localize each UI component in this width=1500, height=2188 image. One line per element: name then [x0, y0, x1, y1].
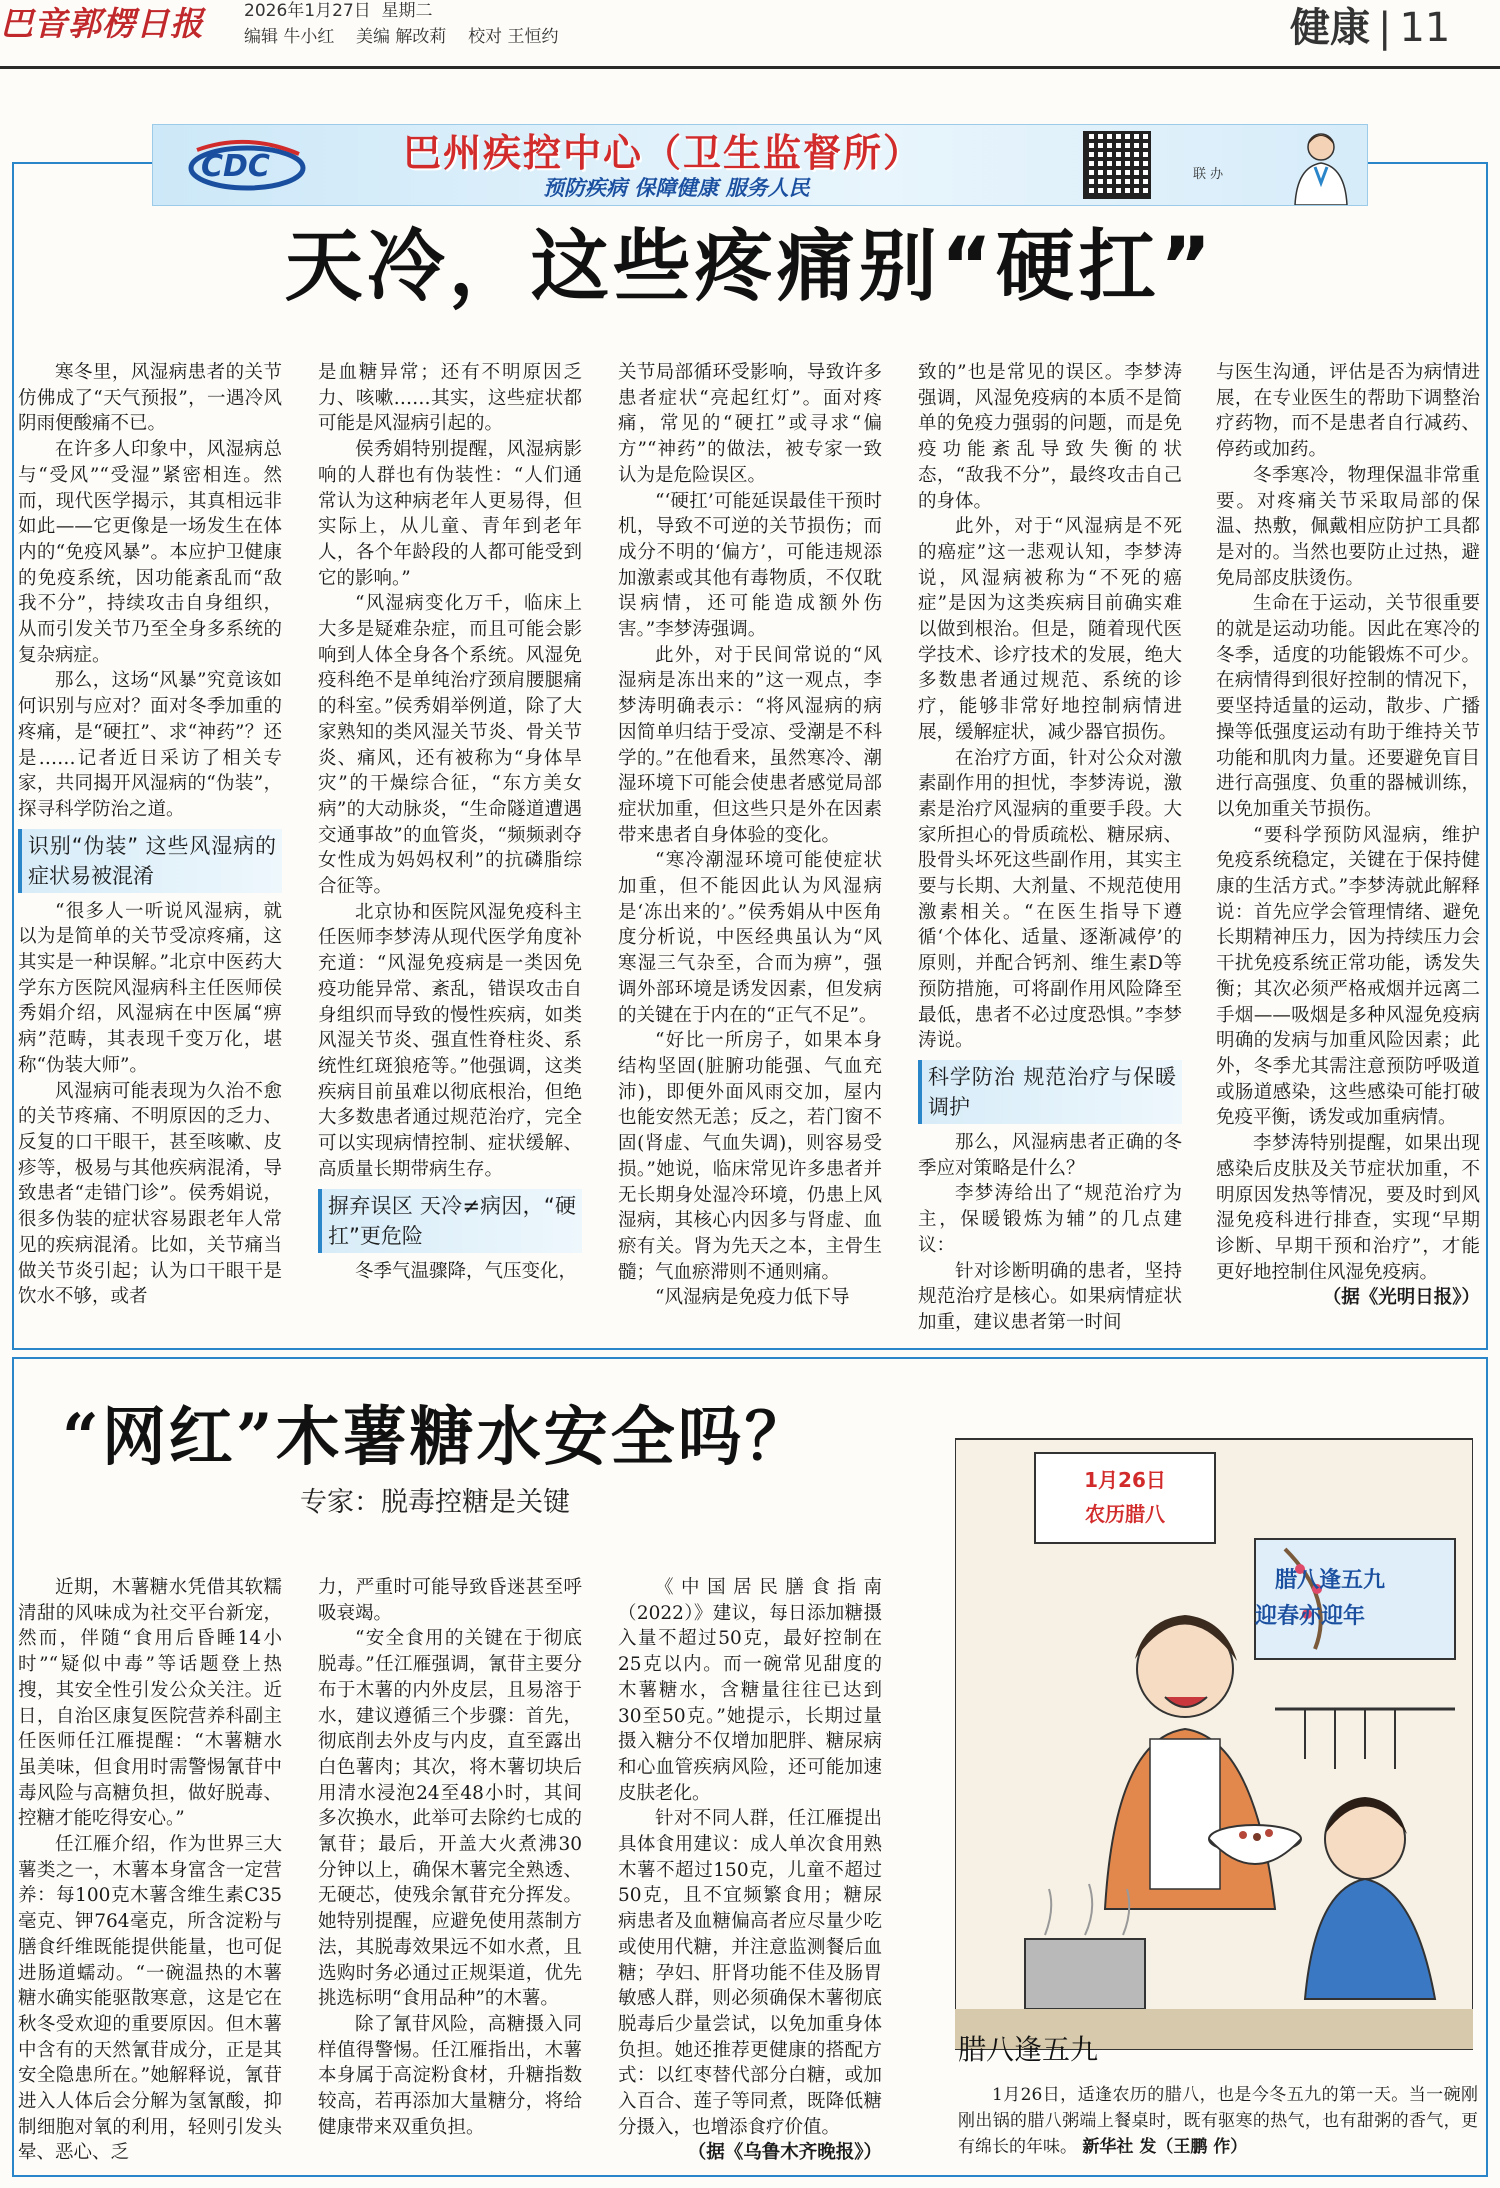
- illustration-credit: 新华社 发（王鹏 作）: [1082, 2137, 1248, 2157]
- paragraph: “风湿病变化万千，临床上大多是疑难杂症，而且可能会影响到人体全身各个系统。风湿免疫科绝不是单纯治疗颈肩腰腿痛的科室。”侯秀娟举例道，除了大家熟知的类风湿关节炎、骨关节炎、痛风，还有被称为“身体旱灾”的干燥综合征，“东方美女病”的大动脉炎，“生命隧道遭遇交通事故”的血管炎，“频频剥夺女性成为妈妈权利”的抗磷脂综合征等。: [318, 593, 582, 898]
- article1-column-4: [918, 360, 1182, 1336]
- paragraph: 风湿病可能表现为久治不愈的关节疼痛、不明原因的乏力、反复的口干眼干，甚至咳嗽、皮疹等，极易与其他疾病混淆，导致患者“走错门诊”。侯秀娟说，很多伪装的症状容易跟老年人常见的疾病混淆。比如，关节痛当做关节炎引起；认为口干眼干是饮水不够，或者: [18, 1080, 282, 1308]
- subheading-abandon-myths: 摒弃误区 天冷≠病因，“硬扛”更危险: [318, 1189, 582, 1253]
- paragraph: 关节局部循环受影响，导致许多患者症状“亮起红灯”。面对疼痛，常见的“硬扛”或寻求“偏方”“神药”的做法，被专家一致认为是危险误区。: [618, 362, 882, 486]
- article2-column-1: [18, 1575, 282, 2166]
- illustration-caption: [958, 2082, 1478, 2160]
- article2-headline: “网红”木薯糖水安全吗？: [62, 1400, 812, 1475]
- calendar-card: [1035, 1453, 1215, 1543]
- paragraph: “‘硬扛’可能延误最佳干预时机，导致不可逆的关节损伤；而成分不明的‘偏方’，可能违规添加激素或其他有毒物质，不仅耽误病情，还可能造成额外伤害。”李梦涛强调。: [618, 490, 882, 641]
- issue-weekday: 星期二: [381, 1, 433, 21]
- paragraph: 近期，木薯糖水凭借其软糯清甜的风味成为社交平台新宠，然而，伴随“食用后昏睡14小时”“疑似中毒”等话题登上热搜，其安全性引发公众关注。近日，自治区康复医院营养科副主任医师任江雁提醒：“木薯糖水虽美味，但食用时需警惕氰苷中毒风险与高糖负担，做好脱毒、控糖才能吃得安心。”: [18, 1577, 282, 1830]
- editor-credit: 编辑 牛小红: [244, 27, 335, 47]
- section-name: 健康: [1290, 5, 1370, 51]
- art-editor-credit: 美编 解改莉: [356, 27, 447, 47]
- paragraph: 致的”也是常见的误区。李梦涛强调，风湿免疫病的本质不是简单的免疫力强弱的问题，而是免疫功能紊乱导致失衡的状态，“敌我不分”，最终攻击自己的身体。: [918, 362, 1182, 512]
- paragraph: 那么，这场“风暴”究竟该如何识别与应对？面对冬季加重的疼痛，是“硬扛”、求“神药”？还是……记者近日采访了相关专家，共同揭开风湿病的“伪装”，探寻科学防治之道。: [18, 670, 282, 820]
- art-caption-text: 腊八逢五九: [1275, 1568, 1386, 1593]
- paragraph: 在治疗方面，针对公众对激素副作用的担忧，李梦涛说，激素是治疗风湿病的重要手段。大家所担心的骨质疏松、糖尿病、股骨头坏死这些副作用，其实主要与长期、大剂量、不规范使用激素相关。“在医生指导下遵循‘个体化、适量、逐渐减停’的原则，并配合钙剂、维生素D等预防措施，可将副作用风险降至最低，患者不必过度恐惧。”李梦涛说。: [918, 747, 1182, 1052]
- subheading-identify-disguise: 识别“伪装” 这些风湿病的症状易被混淆: [18, 829, 282, 893]
- paragraph: 此外，对于民间常说的“风湿病是冻出来的”这一观点，李梦涛明确表示：“将风湿病的病因简单归结于受凉、受潮是不科学的。”在他看来，虽然寒冷、潮湿环境下可能会使患者感觉局部症状加重，但这些只是外在因素带来患者自身体验的变化。: [618, 644, 882, 846]
- proofreader-credit: 校对 王恒约: [468, 27, 559, 47]
- paragraph: 寒冬里，风湿病患者的关节仿佛成了“天气预报”，一遇冷风阴雨便酸痛不已。: [18, 362, 282, 435]
- pot-icon: [1025, 1939, 1145, 2009]
- paragraph: 李梦涛特别提醒，如果出现感染后皮肤及关节症状加重，不明原因发热等情况，要及时到风湿免疫科进行排查，实现“早期诊断、早期干预和治疗”，才能更好地控制住风湿免疫病。: [1216, 1133, 1480, 1283]
- page-number: 11: [1399, 5, 1451, 51]
- masthead-rule: [0, 66, 1500, 69]
- paragraph: “很多人一听说风湿病，就以为是简单的关节受凉疼痛，这其实是一种误解。”北京中医药大学东方医院风湿病科主任医师侯秀娟介绍，风湿病在中医属“痹病”范畴，其表现千变万化，堪称“伪装大师”。: [18, 900, 282, 1076]
- article1-column-3: [618, 360, 882, 1311]
- article1-column-1: [18, 360, 282, 1310]
- paragraph: 冬季气温骤降，气压变化，: [355, 1260, 578, 1282]
- section-header: 健康 | 11: [1290, 5, 1451, 51]
- article1-column-5: [1216, 360, 1480, 1311]
- calendar-date: 1月26日: [1084, 1468, 1166, 1492]
- paragraph: 北京协和医院风湿免疫科主任医师李梦涛从现代医学角度补充道：“风湿免疫病是一类因免疫功能异常、紊乱，错误攻击自身组织而导致的慢性疾病，如类风湿关节炎、强直性脊柱炎、系统性红斑狼疮等。”他强调，这类疾病目前虽难以彻底根治，但绝大多数患者通过规范治疗，完全可以实现病情控制、症状缓解、高质量长期带病生存。: [318, 901, 582, 1180]
- paragraph: “要科学预防风湿病，维护免疫系统稳定，关键在于保持健康的生活方式。”李梦涛就此解释说：首先应学会管理情绪、避免长期精神压力，因为持续压力会干扰免疫系统正常功能，诱发失衡；其次必须严格戒烟并远离二手烟——吸烟是多种风湿免疫病明确的发病与加重风险因素；此外，冬季尤其需注意预防呼吸道或肠道感染，这些感染可能打破免疫平衡，诱发或加重病情。: [1216, 824, 1480, 1129]
- paragraph: 侯秀娟特别提醒，风湿病影响的人群也有伪装性：“人们通常认为这种病老年人更易得，但实际上，从儿童、青年到老年人，各个年龄段的人都可能受到它的影响。”: [318, 439, 582, 589]
- issue-date-line: [244, 0, 433, 22]
- paragraph: 任江雁介绍，作为世界三大薯类之一，木薯本身富含一定营养：每100克木薯含维生素C35毫克、钾764毫克，所含淀粉与膳食纤维既能提供能量，也可促进肠道蠕动。“一碗温热的木薯糖水确实能驱散寒意，这是它在秋冬受欢迎的重要原因。但木薯中含有的天然氰苷成分，正是其安全隐患所在。”她解释说，氰苷进入人体后会分解为氢氰酸，抑制细胞对氧的利用，轻则引发头晕、恶心、乏: [18, 1834, 282, 2164]
- doctor-figure-icon: [1283, 127, 1359, 205]
- paragraph: 是血糖异常；还有不明原因乏力、咳嗽……其实，这些症状都可能是风湿病引起的。: [318, 362, 582, 435]
- paragraph: 此外，对于“风湿病是不死的癌症”这一悲观认知，李梦涛说，风湿病被称为“不死的癌症”是因为这类疾病目前确实难以做到根治。但是，随着现代医学技术、诊疗技术的发展，绝大多数患者通过规范、系统的诊疗，能够非常好地控制病情进展，缓解症状，减少器官损伤。: [918, 516, 1182, 743]
- laba-illustration: [955, 1404, 1473, 2084]
- svg-text:CDC: CDC: [201, 149, 270, 184]
- paragraph: 《中国居民膳食指南（2022）》建议，每日添加糖摄入量不超过50克，最好控制在25克以内。而一碗常见甜度的木薯糖水，含糖量往往已达到30至50克。”她提示，长期过量摄入糖分不仅增加肥胖、糖尿病和心血管疾病风险，还可能加速皮肤老化。: [618, 1577, 882, 1804]
- illustration-title: 腊八逢五九: [958, 2033, 1099, 2066]
- paragraph: 针对诊断明确的患者，坚持规范治疗是核心。如果病情症状加重，建议患者第一时间: [918, 1260, 1182, 1333]
- paragraph: 生命在于运动，关节很重要的就是运动功能。因此在寒冷的冬季，适度的功能锻炼不可少。在病情得到很好控制的情况下，要坚持适量的运动，散步、广播操等低强度运动有助于维持关节功能和肌肉力量。还要避免盲目进行高强度、负重的器械训练，以免加重关节损伤。: [1216, 593, 1480, 820]
- article2-column-2: [318, 1575, 582, 2140]
- calendar-lunar: 农历腊八: [1085, 1502, 1165, 1526]
- window-icon: [1255, 1539, 1455, 1659]
- article2-source: （据《乌鲁木齐晚报》）: [687, 2142, 882, 2164]
- paragraph: “好比一所房子，如果本身结构坚固(脏腑功能强、气血充沛)，即便外面风雨交加，屋内也能安然无恙；反之，若门窗不固(肾虚、气血失调)，则容易受损。”她说，临床常见许多患者并无长期身处湿冷环境，仍患上风湿病，其核心内因多与肾虚、血瘀有关。肾为先天之本，主骨生髓；气血瘀滞则不通则痛。: [618, 1030, 882, 1283]
- paragraph: “安全食用的关键在于彻底脱毒。”任江雁强调，氰苷主要分布于木薯的内外皮层，且易溶于水，建议遵循三个步骤：首先，彻底削去外皮与内皮，直至露出白色薯肉；其次，将木薯切块后用清水浸泡24至48小时，其间多次换水，此举可去除约七成的氰苷；最后，开盖大火煮沸30分钟以上，确保木薯完全熟透、无硬芯，使残余氰苷充分挥发。她特别提醒，应避免使用蒸制方法，其脱毒效果远不如水煮，且选购时务必通过正规渠道，优先挑选标明“食用品种”的木薯。: [318, 1628, 582, 2010]
- paragraph: 与医生沟通，评估是否为病情进展，在专业医生的帮助下调整治疗药物，而不是患者自行减药、停药或加药。: [1216, 362, 1480, 461]
- subheading-scientific-prevention: 科学防治 规范治疗与保暖调护: [918, 1060, 1182, 1124]
- paragraph: 力，严重时可能导致昏迷甚至呼吸衰竭。: [318, 1577, 582, 1624]
- paragraph: 除了氰苷风险，高糖摄入同样值得警惕。任江雁指出，木薯本身属于高淀粉食材，升糖指数较高，若再添加大量糖分，将给健康带来双重负担。: [318, 2013, 582, 2138]
- article1-headline: 天冷，这些疼痛别“硬扛”: [284, 222, 1216, 312]
- caption-text: 1月26日，适逢农历的腊八，也是今冬五九的第一天。当一碗刚刚出锅的腊八粥端上餐桌时，既有驱寒的热气，也有甜粥的香气，更有绵长的年味。: [958, 2085, 1478, 2157]
- art-caption-text-2: 迎春亦迎年: [1255, 1604, 1366, 1629]
- paragraph: 针对不同人群，任江雁提出具体食用建议：成人单次食用熟木薯不超过150克，儿童不超过50克，且不宜频繁食用；糖尿病患者及血糖偏高者应尽量少吃或使用代糖，并注意监测餐后血糖；孕妇、肝肾功能不佳及肠胃敏感人群，则必须确保木薯彻底脱毒后少量尝试，以免加重身体负担。她还推荐更健康的搭配方式：以红枣替代部分白糖，或加入百合、莲子等同煮，既降低糖分摄入，也增添食疗价值。: [618, 1808, 882, 2138]
- article2-subheadline: 专家：脱毒控糖是关键: [300, 1487, 570, 1518]
- cdc-logo-icon: [187, 136, 307, 194]
- paragraph: 在许多人印象中，风湿病总与“受风”“受湿”紧密相连。然而，现代医学揭示，其真相远非如此——它更像是一场发生在体内的“免疫风暴”。本应护卫健康的免疫系统，因功能紊乱而“敌我不分”，持续攻击自身组织，从而引发关节乃至全身多系统的复杂病症。: [18, 439, 282, 666]
- article1-source: （据《光明日报》）: [1322, 1287, 1480, 1309]
- article2-column-3: [618, 1575, 882, 2166]
- paragraph: “风湿病是免疫力低下导: [655, 1287, 850, 1309]
- banner-slogan: 预防疾病 保障健康 服务人民: [543, 176, 810, 200]
- paragraph: 李梦涛给出了“规范治疗为主，保暖锻炼为辅”的几点建议：: [918, 1183, 1182, 1256]
- qr-code-icon: [1083, 131, 1151, 199]
- banner-org-name: 巴州疾控中心（卫生监督所）: [403, 131, 924, 175]
- banner-cohost-label: 联 办: [1193, 167, 1224, 182]
- newspaper-logo: 巴音郭楞日报: [0, 4, 204, 43]
- staff-line: [244, 26, 558, 48]
- paragraph: 那么，风湿病患者正确的冬季应对策略是什么？: [918, 1131, 1182, 1179]
- paragraph: “寒冷潮湿环境可能使症状加重，但不能因此认为风湿病是‘冻出来的’。”侯秀娟从中医角度分析说，中医经典虽认为“风寒湿三气杂至，合而为痹”，强调外部环境是诱发因素，但发病的关键在于内在的“正气不足”。: [618, 850, 882, 1026]
- article1-column-2: [318, 360, 582, 1284]
- cdc-banner: [152, 124, 1368, 206]
- issue-date: 2026年1月27日: [244, 1, 371, 21]
- paragraph: 冬季寒冷，物理保温非常重要。对疼痛关节采取局部的保温、热敷，佩戴相应防护工具都是对的。当然也要防止过热，避免局部皮肤烫伤。: [1216, 464, 1480, 589]
